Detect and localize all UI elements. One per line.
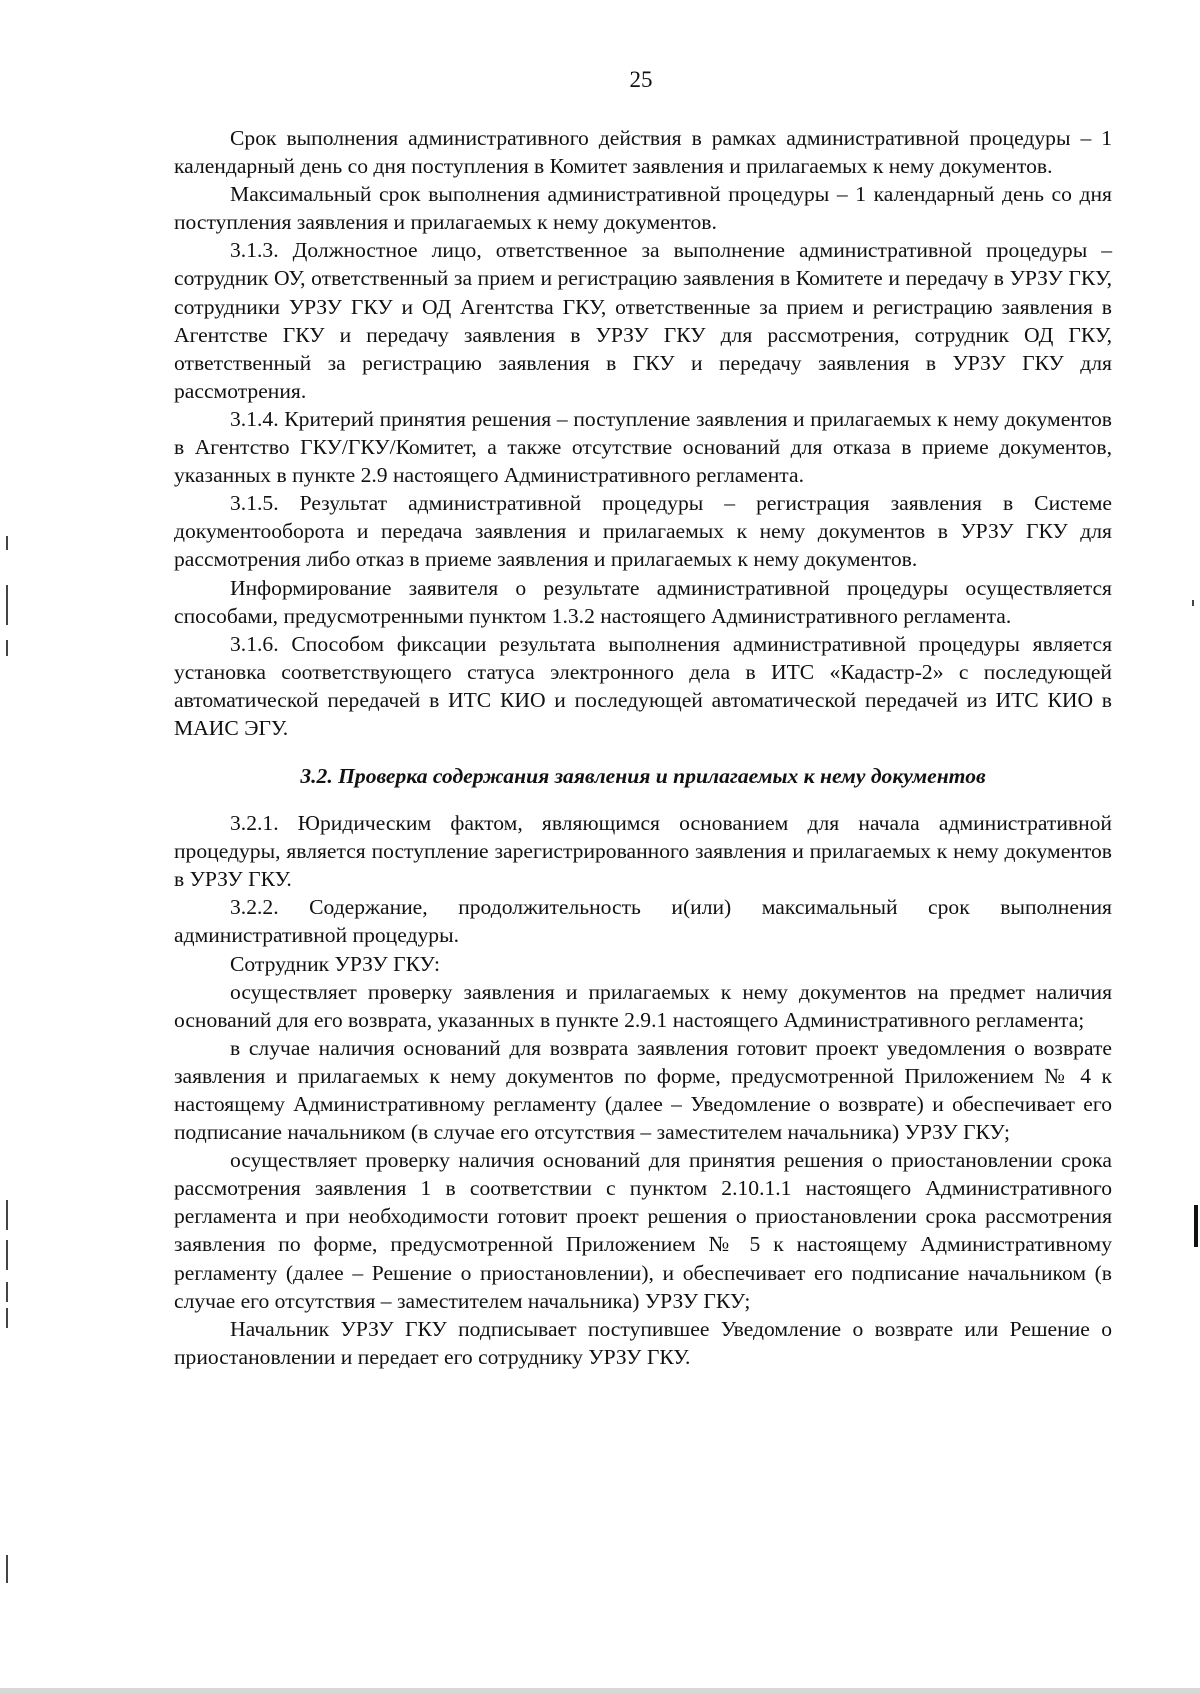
scan-artifact: [6, 640, 8, 656]
document-body: [174, 124, 1112, 1371]
paragraph: 3.1.3. Должностное лицо, ответственное за выполнение административной процедуры – сотрудник ОУ, ответственный за прием и регистрацию заявления в Комитете и передачу в УРЗУ ГКУ, сотрудники УРЗУ ГКУ и ОД Агентства ГКУ, ответственные за прием и регистрацию заявления в Агентстве ГКУ и передачу заявления в УРЗУ ГКУ для рассмотрения, сотрудник ОД ГКУ, ответственный за регистрацию заявления в ГКУ и передачу заявления в УРЗУ ГКУ для рассмотрения.: [174, 238, 1112, 403]
paragraph: осуществляет проверку наличия оснований для принятия решения о приостановлении срока рассмотрения заявления 1 в соответствии с пунктом 2.10.1.1 настоящего Административного регламента и при необходимости готовит проект решения о приостановлении срока рассмотрения заявления по форме, предусмотренной Приложением № 5 к настоящему Административному регламенту (далее – Решение о приостановлении), и обеспечивает его подписание начальником (в случае его отсутствия – заместителем начальника) УРЗУ ГКУ;: [174, 1148, 1112, 1313]
scan-artifact: [6, 1240, 8, 1270]
paragraph: Информирование заявителя о результате административной процедуры осуществляется способами, предусмотренными пунктом 1.3.2 настоящего Административного регламента.: [174, 575, 1112, 628]
scan-artifact: [6, 1555, 8, 1583]
paragraph: 3.2.1. Юридическим фактом, являющимся основанием для начала административной процедуры, является поступление зарегистрированного заявления и прилагаемых к нему документов в УРЗУ ГКУ.: [174, 811, 1112, 892]
scan-artifact: [6, 536, 8, 550]
scan-artifact: [1192, 600, 1194, 606]
paragraph: 3.1.4. Критерий принятия решения – поступление заявления и прилагаемых к нему документов в Агентство ГКУ/ГКУ/Комитет, а также отсутствие оснований для отказа в приеме документов, указанных в пункте 2.9 настоящего Административного регламента.: [174, 406, 1112, 488]
scan-artifact: [6, 1282, 8, 1302]
paragraph: осуществляет проверку заявления и прилагаемых к нему документов на предмет наличия оснований для его возврата, указанных в пункте 2.9.1 настоящего Административного регламента;: [174, 979, 1112, 1032]
paragraph: Начальник УРЗУ ГКУ подписывает поступившее Уведомление о возврате или Решение о приостановлении и передает его сотруднику УРЗУ ГКУ.: [174, 1316, 1112, 1369]
page-number: 25: [629, 67, 653, 92]
paragraph: 3.2.2. Содержание, продолжительность и(или) максимальный срок выполнения административной процедуры.: [174, 895, 1112, 948]
section-heading: 3.2. Проверка содержания заявления и прилагаемых к нему документов: [300, 764, 986, 789]
paragraph: в случае наличия оснований для возврата заявления готовит проект уведомления о возврате заявления и прилагаемых к нему документов по форме, предусмотренной Приложением № 4 к настоящему Административному регламенту (далее – Уведомление о возврате) и обеспечивает его подписание начальником (в случае его отсутствия – заместителем начальника) УРЗУ ГКУ;: [174, 1035, 1112, 1145]
scan-artifact: [1194, 1205, 1198, 1247]
scan-artifact: [6, 585, 8, 625]
paragraph: Сотрудник УРЗУ ГКУ:: [230, 951, 441, 976]
paragraph: Максимальный срок выполнения административной процедуры – 1 календарный день со дня поступления заявления и прилагаемых к нему документов.: [174, 182, 1112, 235]
paragraph: Срок выполнения административного действия в рамках административной процедуры – 1 календарный день со дня поступления в Комитет заявления и прилагаемых к нему документов.: [174, 126, 1112, 179]
scan-bottom-edge: [0, 1688, 1200, 1694]
paragraph: 3.1.5. Результат административной процедуры – регистрация заявления в Системе документооборота и передача заявления и прилагаемых к нему документов в УРЗУ ГКУ для рассмотрения либо отказ в приеме заявления и прилагаемых к нему документов.: [174, 491, 1112, 572]
paragraph: 3.1.6. Способом фиксации результата выполнения административной процедуры является установка соответствующего статуса электронного дела в ИТС «Кадастр-2» с последующей автоматической передачей в ИТС КИО и последующей автоматической передачей из ИТС КИО в МАИС ЭГУ.: [174, 631, 1112, 740]
scan-artifact: [6, 1200, 8, 1230]
scan-artifact: [6, 1308, 8, 1328]
